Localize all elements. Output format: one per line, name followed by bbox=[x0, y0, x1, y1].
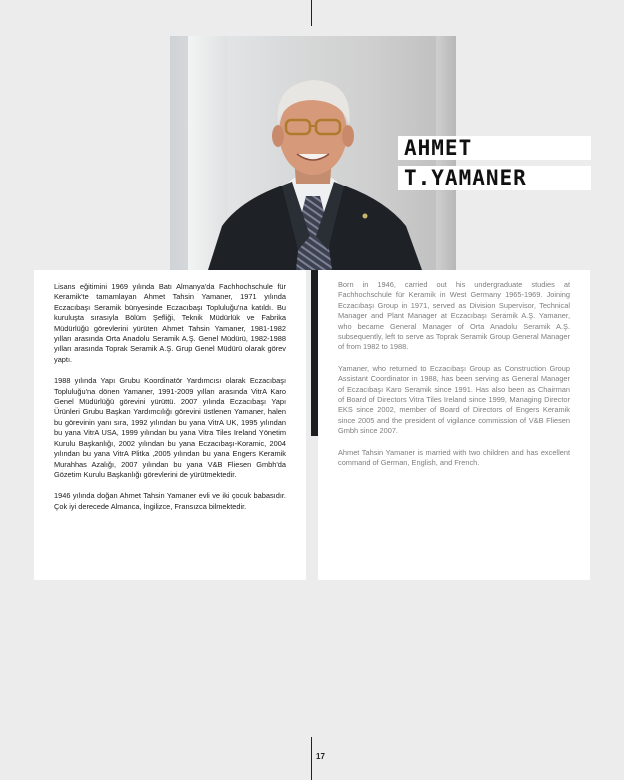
english-paragraph-2: Yamaner, who returned to Eczacıbaşı Group as Construction Group Assistant Coordinator in 1988, has been serving as General Manager of Eczacıbaşı Karo Seramik since 1991. Has also been as Chairman of Board of Directors Vitra Tiles Ireland since 1999, Managing Director EKS since 2002, member of Board of Directors of Engers Keramik since 2005 and the president of vigilance commission of V&B Fliesen Gmbh since 2007. bbox=[338, 363, 570, 436]
turkish-paragraph-1: Lisans eğitimini 1969 yılında Batı Almanya'da Fachhochschule für Keramik'te tamamlayan Ahmet Tahsin Yamaner, 1971 yılında Eczacıbaşı Seramik bünyesinde Eczacıbaşı Topluluğu'na katıldı. Bu kuruluşta sırasıyla Bölüm Şefliği, Teknik Müdürlük ve Fabrika Müdürlüğü görevlerini yürüten Ahmet Tahsin Yamaner, 1981-1982 yılları arasında Orta Anadolu Seramik A.Ş. Genel Müdürü, 1982-1988 yılları arasında Toprak Seramik A.Ş. Grup Genel Müdürü olarak görev yaptı. bbox=[54, 282, 286, 364]
title-last-name: T.YAMANER bbox=[398, 166, 591, 190]
name-title bbox=[398, 136, 591, 190]
center-fold-line-top bbox=[311, 0, 312, 26]
turkish-biography-panel bbox=[34, 270, 306, 580]
english-biography-panel bbox=[318, 270, 590, 580]
english-paragraph-3: Ahmet Tahsin Yamaner is married with two children and has excellent command of German, English, and French. bbox=[338, 447, 570, 468]
turkish-paragraph-3: 1946 yılında doğan Ahmet Tahsin Yamaner evli ve iki çocuk babasıdır. Çok iyi derecede Almanca, İngilizce, Fransızca bilmektedir. bbox=[54, 491, 286, 511]
center-fold-line-bottom bbox=[311, 737, 312, 780]
title-first-name: AHMET bbox=[398, 136, 591, 160]
english-paragraph-1: Born in 1946, carried out his undergraduate studies at Fachhochschule für Keramik in West Germany 1965-1969. Joining Eczacıbaşı Group in 1971, served as Division Supervisor, Technical Manager and Plant Manager at Eczacıbaşı Seramik A.Ş. Yamaner, who became General Manager of Orta Anadolu Seramik A.Ş. subsequently, left to serve as Toprak Seramik Group General Manager of from 1982 to 1988. bbox=[338, 280, 570, 352]
page-number: 17 bbox=[316, 752, 325, 761]
turkish-paragraph-2: 1988 yılında Yapı Grubu Koordinatör Yardımcısı olarak Eczacıbaşı Topluluğu'na dönen Yamaner, 1991-2009 yılları arasında VitrA Karo Genel Müdürlüğü görevini yürüttü. 2007 yılında Eczacıbaşı Yapı Ürünleri Grubu Başkan Yardımcılığı görevini üstlenen Yamaner, halen bu görevinin yanı sıra, 1992 yılından bu yana VitrA UK, 1995 yılından bu yana VitrA USA, 1999 yılından bu yana Vitra Tiles Ireland Yönetim Kurulu Başkanlığı, 2002 yılından bu yana Eczacıbaşı-Koramic, 2004 yılından bu yana VitrA Plitka ,2005 yılından bu yana Engers Keramik Murahhas Azalığı, 2007 yılından bu yana V&B Fliesen Gmbh'da Gözetim Kurulu Başkanlığı görevlerini de yürütmektedir. bbox=[54, 376, 286, 479]
dark-suit-strip bbox=[311, 270, 318, 436]
